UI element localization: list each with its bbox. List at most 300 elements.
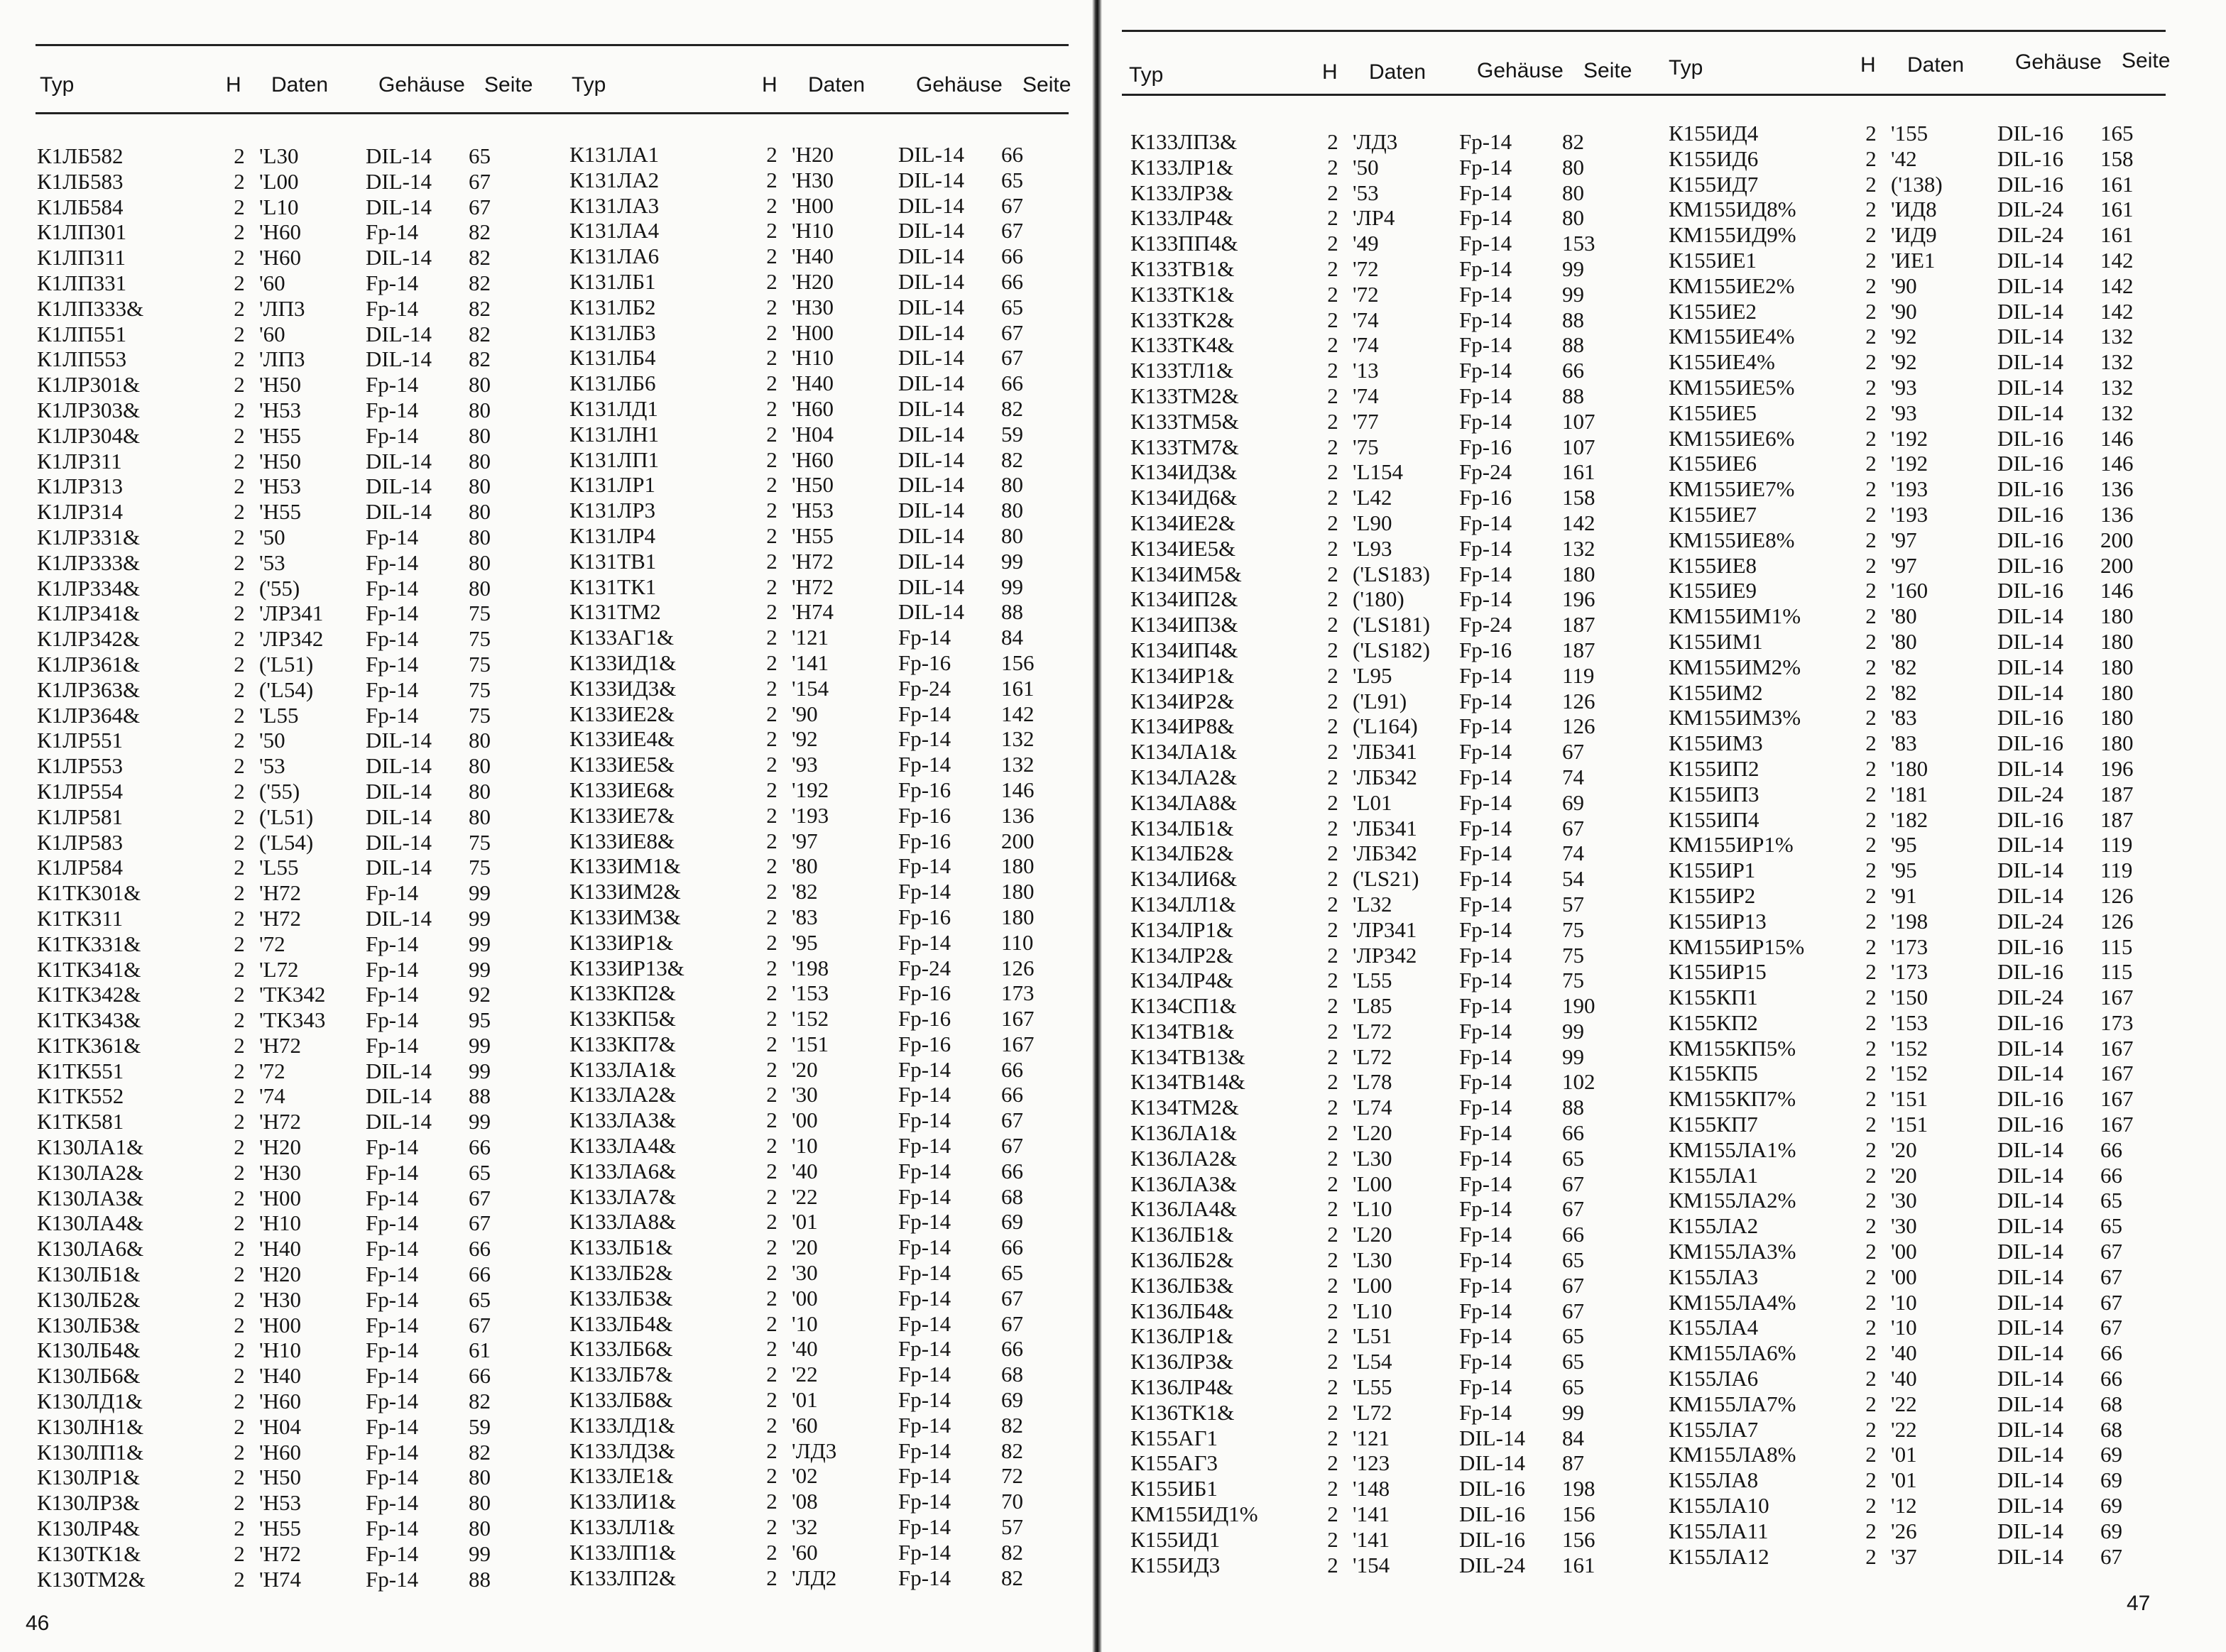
cell-seite: 99 [1562,281,1584,307]
cell-seite: 187 [2100,781,2134,806]
cell-typ: К133ИЕ2& [569,701,675,726]
cell-gehaeuse: Fp-14 [1459,307,1512,332]
cell-seite: 65 [1001,294,1023,319]
cell-seite: 54 [1562,866,1584,892]
cell-h: 2 [1865,654,1877,679]
cell-typ: К1ЛР361& [37,651,141,677]
cell-gehaeuse: Fp-14 [898,1539,951,1565]
cell-daten: '182 [1891,806,1928,832]
table-row [1130,1019,1605,1044]
cell-daten: 'L30 [259,143,299,168]
cell-gehaeuse: Fp-14 [1459,1145,1512,1171]
cell-typ: К133ТМ5& [1130,408,1239,434]
cell-typ: К134ЛР2& [1130,942,1234,968]
cell-h: 2 [1327,1247,1338,1273]
cell-gehaeuse: DIL-14 [366,855,432,880]
cell-daten: 'H50 [259,372,301,398]
cell-h: 2 [1327,434,1338,459]
right-page [1101,0,2226,1652]
header-seite: Seite [2122,49,2171,72]
cell-daten: 'L55 [1353,1374,1392,1400]
cell-daten: 'H50 [259,1465,301,1490]
cell-typ: К1ЛБ583 [37,168,124,194]
cell-daten: '30 [1891,1188,1917,1213]
cell-gehaeuse: Fp-14 [898,1311,951,1336]
table-row [37,449,511,474]
cell-daten: '193 [792,802,829,828]
table-row [37,219,511,245]
table-row [1669,858,2143,883]
cell-seite: 146 [2100,451,2134,476]
cell-gehaeuse: Fp-14 [366,1490,419,1516]
cell-typ: К155ИЕ7 [1669,501,1757,527]
cell-daten: '173 [1891,959,1928,985]
cell-daten: '72 [1353,281,1379,307]
cell-h: 2 [234,575,245,601]
cell-seite: 196 [2100,755,2134,781]
cell-daten: 'ЛБ341 [1353,815,1417,841]
cell-gehaeuse: DIL-16 [1997,425,2063,451]
table-row [37,753,511,779]
cell-typ: К133ЛА7& [569,1183,677,1209]
cell-h: 2 [234,549,245,575]
cell-h: 2 [234,422,245,448]
table-row [1130,180,1605,206]
table-row [569,777,1044,803]
cell-gehaeuse: DIL-14 [898,142,964,167]
cell-gehaeuse: Fp-14 [366,295,419,321]
cell-typ: КМ155ИР1% [1669,832,1794,858]
cell-seite: 82 [1001,1438,1023,1463]
cell-h: 2 [1327,1095,1338,1120]
cell-typ: К155ИД7 [1669,171,1759,197]
cell-gehaeuse: Fp-14 [898,1209,951,1235]
cell-gehaeuse: DIL-24 [1997,222,2063,248]
cell-typ: К133ЛИ1& [569,1489,677,1514]
cell-typ: К133КП2& [569,980,676,1006]
cell-h: 2 [766,1311,778,1336]
cell-typ: К155ЛА4 [1669,1315,1759,1340]
table-row [1669,1061,2143,1086]
cell-gehaeuse: DIL-14 [898,395,964,421]
cell-seite: 69 [2100,1518,2122,1543]
cell-seite: 67 [2100,1239,2122,1264]
cell-seite: 119 [2100,858,2133,883]
table-row [37,1440,511,1465]
cell-typ: К133ТЛ1& [1130,358,1234,383]
cell-daten: '20 [1891,1162,1917,1188]
table-row [569,193,1044,219]
cell-seite: 82 [469,270,491,295]
cell-seite: 67 [2100,1264,2122,1289]
cell-seite: 99 [469,956,491,982]
cell-gehaeuse: Fp-14 [1459,332,1512,358]
cell-seite: 68 [1001,1362,1023,1387]
cell-gehaeuse: Fp-16 [898,904,951,929]
cell-h: 2 [766,345,778,371]
cell-h: 2 [766,218,778,244]
cell-daten: 'H60 [259,219,301,245]
cell-gehaeuse: DIL-14 [1997,1543,2063,1569]
cell-h: 2 [234,601,245,626]
cell-daten: '141 [792,650,829,675]
cell-gehaeuse: Fp-14 [1459,1323,1512,1349]
cell-daten: 'L72 [259,956,299,982]
cell-gehaeuse: Fp-14 [366,1032,419,1058]
cell-gehaeuse: DIL-16 [1997,476,2063,502]
cell-seite: 180 [2100,705,2134,731]
cell-seite: 158 [2100,146,2134,171]
cell-daten: 'H30 [792,294,834,319]
table-row [569,1565,1044,1591]
cell-typ: К1ЛП301 [37,219,127,245]
cell-daten: '93 [792,752,818,777]
cell-typ: К130ЛА1& [37,1134,144,1160]
table-row [1130,1044,1605,1070]
cell-seite: 82 [469,321,491,346]
cell-daten: 'H10 [792,218,834,244]
cell-daten: '50 [259,728,285,753]
table-row [569,879,1044,904]
cell-h: 2 [766,599,778,625]
cell-daten: 'ЛБ342 [1353,841,1417,866]
cell-gehaeuse: DIL-14 [1997,1340,2063,1366]
table-row [37,1210,511,1236]
cell-gehaeuse: Fp-16 [898,980,951,1006]
cell-gehaeuse: Fp-14 [366,702,419,728]
table-row [1130,816,1605,841]
cell-h: 2 [766,726,778,752]
cell-daten: '13 [1353,358,1379,383]
cell-daten: '60 [792,1539,818,1565]
cell-daten: 'ЛР341 [1353,917,1417,942]
table-row [1130,968,1605,993]
cell-daten: '192 [792,777,829,802]
cell-gehaeuse: DIL-14 [1997,1366,2063,1391]
cell-gehaeuse: Fp-14 [898,879,951,904]
table-row [37,195,511,220]
cell-typ: К134ТВ14& [1130,1069,1245,1095]
cell-h: 2 [234,1439,245,1465]
cell-daten: 'H72 [259,880,301,906]
table-row [1130,282,1605,307]
cell-daten: 'ИД9 [1891,222,1937,248]
cell-typ: К133ПП4& [1130,231,1238,256]
cell-seite: 66 [469,1236,491,1262]
cell-h: 2 [1327,459,1338,485]
cell-gehaeuse: Fp-14 [1459,1095,1512,1120]
cell-typ: К134ИР1& [1130,662,1235,688]
cell-seite: 59 [1001,421,1023,447]
cell-h: 2 [766,625,778,650]
header-h: H [1322,60,1338,84]
cell-gehaeuse: Fp-16 [898,777,951,802]
table-row [1669,324,2143,349]
header-h: H [1860,53,1876,77]
cell-typ: К134ИП3& [1130,612,1238,638]
cell-typ: К130ЛР4& [37,1516,141,1541]
cell-seite: 180 [1001,853,1035,879]
cell-typ: К155ИД6 [1669,146,1759,171]
cell-daten: 'L10 [259,194,299,219]
table-row [1669,1137,2143,1163]
cell-daten: 'H55 [259,1516,301,1541]
cell-typ: К134ЛА8& [1130,789,1238,815]
cell-gehaeuse: DIL-16 [1997,731,2063,756]
cell-gehaeuse: DIL-14 [366,321,432,346]
cell-daten: 'H53 [792,498,834,523]
cell-seite: 65 [469,1159,491,1185]
cell-h: 2 [234,1389,245,1414]
table-row [569,1082,1044,1107]
table-row [569,853,1044,879]
cell-typ: К131ЛА3 [569,192,660,218]
cell-daten: 'ЛБ342 [1353,764,1417,789]
cell-h: 2 [1865,858,1877,883]
cell-seite: 142 [2100,273,2134,298]
cell-typ: К133ЛП3& [1130,129,1238,154]
left-page [0,0,1093,1652]
cell-gehaeuse: DIL-14 [1459,1450,1525,1476]
cell-daten: '198 [792,955,829,980]
cell-typ: К131ЛБ1 [569,268,656,294]
cell-h: 2 [766,853,778,879]
cell-h: 2 [1865,121,1877,146]
cell-h: 2 [1327,358,1338,383]
cell-typ: К155ИР2 [1669,882,1756,908]
cell-gehaeuse: DIL-14 [366,1058,432,1083]
cell-seite: 66 [1001,244,1023,269]
cell-typ: К133ЛР3& [1130,180,1234,205]
table-row [1130,917,1605,943]
cell-h: 2 [766,1514,778,1540]
cell-gehaeuse: Fp-14 [898,1387,951,1413]
cell-gehaeuse: Fp-14 [1459,1196,1512,1222]
cell-typ: К131ЛБ4 [569,345,656,371]
cell-seite: 132 [1562,535,1595,561]
cell-typ: К133ЛБ3& [569,1285,673,1311]
table-row [37,855,511,880]
cell-typ: К130ЛР3& [37,1490,141,1516]
cell-h: 2 [766,447,778,472]
cell-seite: 132 [2100,400,2134,425]
table-row [569,1133,1044,1159]
cell-daten: '173 [1891,934,1928,959]
cell-daten: '01 [1891,1467,1917,1493]
cell-h: 2 [1865,400,1877,425]
table-row [37,499,511,525]
cell-gehaeuse: DIL-14 [1459,1425,1525,1450]
cell-h: 2 [766,1183,778,1209]
cell-gehaeuse: Fp-14 [898,1438,951,1463]
cell-seite: 65 [1562,1374,1584,1400]
cell-h: 2 [234,168,245,194]
cell-h: 2 [1865,1035,1877,1061]
cell-daten: 'H60 [792,447,834,472]
table-row [37,931,511,957]
cell-typ: К133АГ1& [569,625,675,650]
table-row [37,270,511,296]
table-row [1130,1095,1605,1120]
cell-daten: '97 [792,828,818,853]
cell-daten: '02 [792,1463,818,1489]
cell-h: 2 [234,448,245,474]
table-row [569,1311,1044,1337]
table-row [1130,841,1605,866]
cell-seite: 66 [2100,1366,2122,1391]
table-row [37,1541,511,1567]
table-row [1669,476,2143,502]
cell-daten: 'L10 [1353,1298,1392,1323]
table-row [1669,985,2143,1010]
cell-typ: КМ155ИЕ8% [1669,527,1795,552]
cell-daten: 'ЛБ341 [1353,739,1417,765]
table-row [569,1057,1044,1083]
cell-seite: 161 [1562,1552,1595,1577]
cell-h: 2 [766,523,778,548]
table-row [569,701,1044,727]
cell-gehaeuse: DIL-16 [1997,171,2063,197]
cell-gehaeuse: Fp-14 [898,1362,951,1387]
cell-typ: КМ155ЛА4% [1669,1289,1796,1315]
header-rule [36,112,1069,114]
cell-typ: К133ЛР1& [1130,154,1234,180]
cell-h: 2 [1865,552,1877,578]
cell-seite: 200 [2100,552,2134,578]
cell-h: 2 [1865,985,1877,1010]
cell-daten: ('138) [1891,171,1943,197]
cell-typ: К134ИЕ2& [1130,510,1236,535]
cell-daten: '193 [1891,501,1928,527]
cell-seite: 136 [1001,802,1035,828]
cell-seite: 126 [1562,688,1595,713]
cell-gehaeuse: Fp-14 [1459,180,1512,205]
cell-daten: '123 [1353,1450,1390,1476]
cell-typ: К155ИМ1 [1669,628,1763,654]
cell-typ: К130ЛБ3& [37,1312,141,1338]
cell-gehaeuse: Fp-14 [1459,713,1512,739]
cell-seite: 132 [2100,324,2134,349]
cell-h: 2 [1865,882,1877,908]
cell-h: 2 [1865,476,1877,502]
cell-h: 2 [1865,1086,1877,1112]
cell-daten: ('L164) [1353,713,1418,739]
cell-gehaeuse: Fp-14 [1459,205,1512,231]
cell-seite: 198 [1562,1476,1595,1501]
cell-daten: '72 [259,931,285,956]
cell-h: 2 [1865,806,1877,832]
cell-daten: '53 [1353,180,1379,205]
cell-daten: 'L00 [1353,1171,1392,1196]
cell-seite: 66 [1001,1158,1023,1183]
cell-h: 2 [234,1262,245,1287]
cell-daten: 'L20 [1353,1120,1392,1146]
cell-h: 2 [766,777,778,802]
cell-typ: К133ИЕ4& [569,726,675,752]
cell-h: 2 [1327,332,1338,358]
cell-h: 2 [1327,154,1338,180]
cell-daten: '92 [792,726,818,752]
cell-daten: '153 [792,980,829,1006]
cell-daten: 'H53 [259,474,301,499]
cell-h: 2 [1327,1044,1338,1069]
cell-h: 2 [234,956,245,982]
table-row [569,1006,1044,1032]
header-typ: Typ [1669,56,1703,80]
cell-gehaeuse: Fp-14 [1459,1044,1512,1069]
cell-typ: К155ИЕ2 [1669,298,1757,324]
cell-daten: 'L78 [1353,1069,1392,1095]
cell-daten: '53 [259,753,285,779]
cell-typ: К155КП2 [1669,1010,1758,1035]
cell-h: 2 [234,1566,245,1592]
cell-gehaeuse: DIL-14 [898,548,964,574]
cell-typ: К1ЛП553 [37,346,127,372]
cell-seite: 200 [2100,527,2134,552]
cell-h: 2 [234,1465,245,1490]
cell-typ: К133ЛА8& [569,1209,677,1235]
cell-seite: 173 [2100,1010,2134,1035]
cell-gehaeuse: Fp-14 [366,422,419,448]
table-row [37,677,511,703]
cell-daten: '40 [1891,1340,1917,1366]
cell-typ: К131ЛР4 [569,523,655,548]
cell-daten: ('180) [1353,586,1404,612]
table-row [1130,663,1605,689]
cell-gehaeuse: Fp-14 [366,1159,419,1185]
cell-h: 2 [1327,841,1338,866]
cell-gehaeuse: Fp-14 [1459,942,1512,968]
cell-daten: '10 [1891,1289,1917,1315]
cell-seite: 136 [2100,476,2134,502]
cell-seite: 158 [1562,485,1595,510]
cell-typ: КМ155КП7% [1669,1086,1796,1112]
cell-gehaeuse: DIL-16 [1997,527,2063,552]
cell-seite: 80 [469,474,491,499]
cell-seite: 82 [469,245,491,270]
cell-seite: 146 [2100,578,2134,603]
cell-h: 2 [1865,527,1877,552]
cell-daten: 'H72 [792,574,834,599]
cell-h: 2 [766,1336,778,1362]
cell-typ: К1ЛР364& [37,702,141,728]
cell-gehaeuse: Fp-14 [1459,841,1512,866]
cell-gehaeuse: DIL-14 [1997,374,2063,400]
cell-typ: К134ИЕ5& [1130,535,1236,561]
cell-seite: 75 [469,651,491,677]
cell-h: 2 [234,1032,245,1058]
table-row [1669,832,2143,858]
cell-daten: 'ЛР4 [1353,205,1395,231]
cell-gehaeuse: Fp-14 [1459,993,1512,1019]
table-row [1669,883,2143,909]
table-row [1669,756,2143,782]
cell-typ: К133ЛА2& [569,1082,677,1107]
cell-typ: КМ155ЛА7% [1669,1391,1796,1416]
cell-seite: 66 [469,1262,491,1287]
table-row [569,1260,1044,1286]
cell-typ: К155ИЕ9 [1669,578,1757,603]
cell-daten: 'H72 [259,1032,301,1058]
cell-typ: К133ИЕ8& [569,828,675,853]
cell-daten: '20 [792,1235,818,1260]
cell-seite: 65 [1562,1349,1584,1374]
cell-h: 2 [1327,1526,1338,1552]
cell-daten: ('L51) [259,804,314,829]
cell-daten: '141 [1353,1501,1390,1527]
cell-seite: 67 [2100,1289,2122,1315]
cell-seite: 107 [1562,408,1595,434]
